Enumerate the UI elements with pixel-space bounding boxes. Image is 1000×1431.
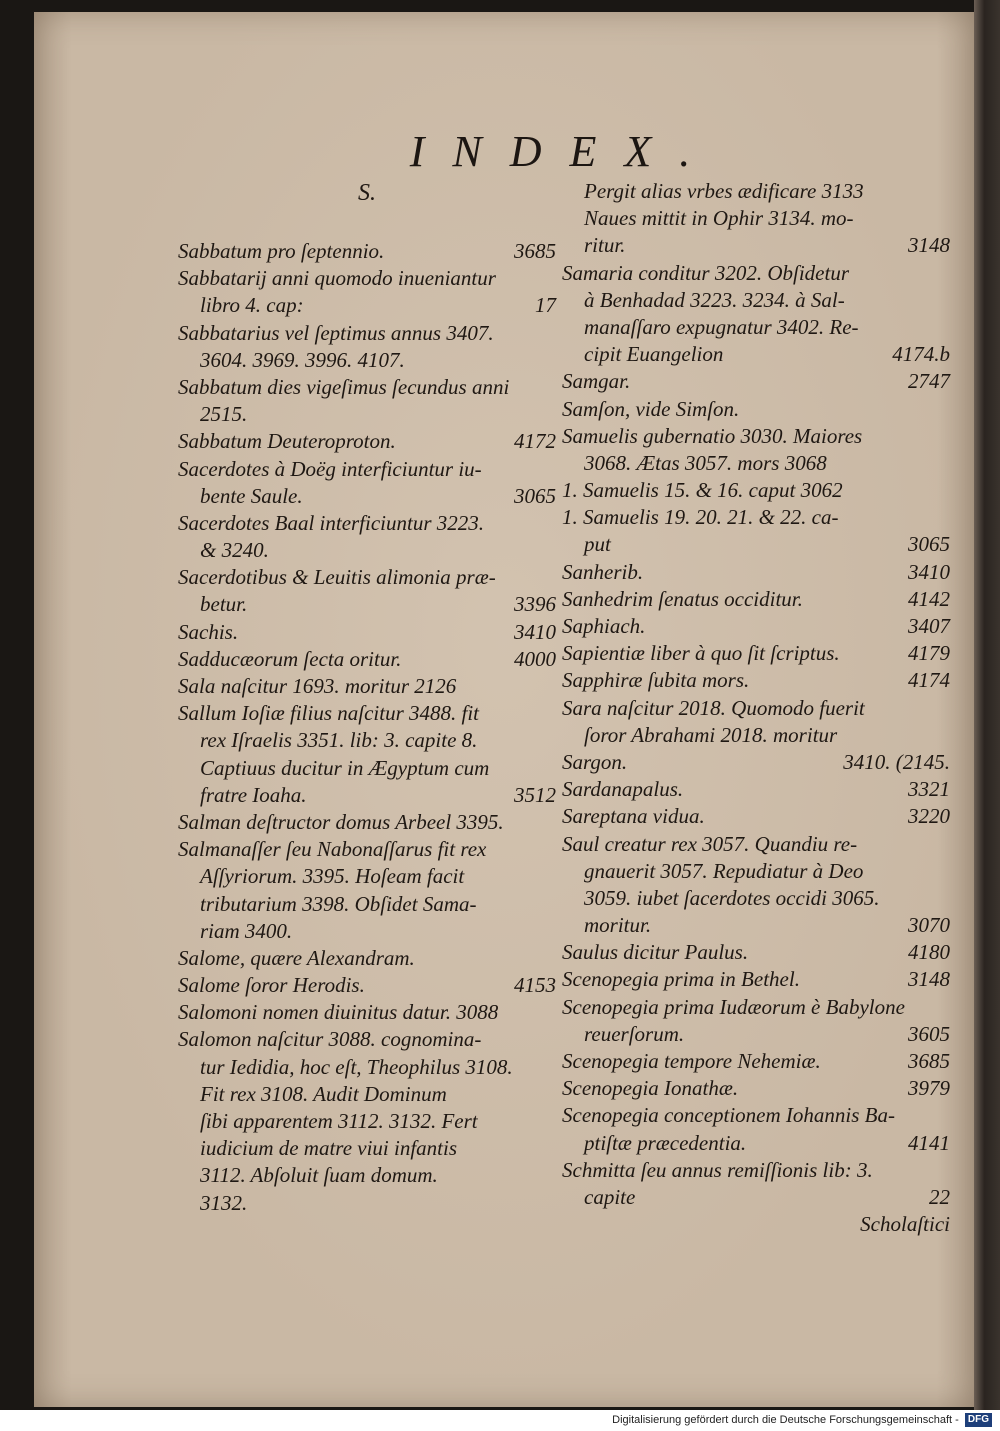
index-entry-line — [562, 504, 950, 531]
entry-text: Scenopegia conceptionem Iohannis Ba- — [562, 1103, 895, 1128]
entry-page-number: 3148 — [908, 233, 950, 258]
index-entry-line — [562, 912, 950, 939]
entry-text: à Benhadad 3223. 3234. à Sal- — [584, 287, 845, 312]
index-entry-line — [178, 238, 556, 265]
index-entry-line — [562, 1048, 950, 1075]
index-entry-line — [178, 292, 556, 319]
entry-text: S. — [358, 180, 376, 206]
entry-page-number: 3512 — [514, 782, 556, 807]
index-entry-line — [178, 619, 556, 646]
index-entry-line — [562, 1075, 950, 1102]
entry-page-number: 17 — [535, 293, 556, 318]
entry-text: Schmitta ſeu annus remiſſionis lib: 3. — [562, 1157, 873, 1182]
entry-text: moritur. — [584, 913, 652, 938]
entry-page-number: 4000 — [514, 646, 556, 671]
entry-page-number: 3070 — [908, 913, 950, 938]
index-entry-line — [562, 1130, 950, 1157]
entry-text: 1. Samuelis 15. & 16. caput 3062 — [562, 478, 843, 503]
index-entry-line — [562, 1021, 950, 1048]
entry-text: 3059. iubet ſacerdotes occidi 3065. — [584, 885, 880, 910]
entry-text: Sabbatarij anni quomodo inueniantur — [178, 266, 496, 291]
index-entry-line — [562, 640, 950, 667]
index-entry-line — [562, 260, 950, 287]
entry-text: put — [584, 532, 611, 557]
index-entry-line — [178, 782, 556, 809]
entry-text: Salman deſtructor domus Arbeel 3395. — [178, 809, 504, 834]
index-entry-line — [562, 178, 950, 205]
entry-page-number: 3605 — [908, 1021, 950, 1046]
index-entry-line — [562, 287, 950, 314]
entry-text: Salomon naſcitur 3088. cognomina- — [178, 1027, 482, 1052]
entry-page-number: 3396 — [514, 592, 556, 617]
book-edge — [974, 0, 1000, 1410]
entry-text: 3132. — [200, 1190, 248, 1215]
index-column-right — [562, 178, 950, 1238]
entry-text: Sallum Ioſiæ filius naſcitur 3488. fit — [178, 701, 480, 726]
entry-text: Sala naſcitur 1693. moritur 2126 — [178, 674, 457, 698]
index-entry-line — [178, 972, 556, 999]
entry-text: Scenopegia prima Iudæorum è Babylone — [562, 994, 905, 1019]
index-entry-line — [178, 836, 556, 863]
index-entry-line — [562, 749, 950, 776]
entry-text: Fit rex 3108. Audit Dominum — [200, 1081, 447, 1106]
entry-text: Sabbatarius vel ſeptimus annus 3407. — [178, 320, 494, 345]
entry-text: & 3240. — [200, 538, 269, 563]
entry-text: Sacerdotibus & Leuitis alimonia præ- — [178, 565, 496, 590]
entry-page-number: 4142 — [908, 586, 950, 611]
entry-text: Salome, quære Alexandram. — [178, 945, 415, 970]
entry-page-number: 4179 — [908, 641, 950, 666]
entry-text: 3112. Abſoluit ſuam domum. — [200, 1163, 438, 1188]
entry-page-number: 3979 — [908, 1076, 950, 1101]
index-entry-line — [178, 591, 556, 618]
index-entry-line — [178, 755, 556, 782]
index-entry-line — [562, 368, 950, 395]
entry-text: rex Iſraelis 3351. lib: 3. capite 8. — [200, 728, 478, 753]
entry-text: Saul creatur rex 3057. Quandiu re- — [562, 831, 858, 856]
entry-text: gnauerit 3057. Repudiatur à Deo — [584, 858, 864, 883]
entry-text: ſibi apparentem 3112. 3132. Fert — [200, 1109, 478, 1133]
entry-page-number: 3410 — [908, 559, 950, 584]
index-entry-line — [562, 1102, 950, 1129]
index-entry-line — [562, 776, 950, 803]
entry-page-number: 4180 — [908, 940, 950, 965]
book-page — [34, 12, 974, 1407]
entry-text: bente Saule. — [200, 483, 303, 508]
entry-text: Salomoni nomen diuinitus datur. 3088 — [178, 1000, 499, 1025]
entry-text: Sachis. — [178, 619, 239, 644]
entry-text: capite — [584, 1184, 636, 1209]
entry-text: Samgar. — [562, 369, 631, 394]
entry-page-number: 4153 — [514, 973, 556, 998]
index-entry-line — [562, 1157, 950, 1184]
entry-text: betur. — [200, 592, 248, 617]
index-entry-line — [562, 1184, 950, 1211]
index-entry-line — [562, 613, 950, 640]
index-entry-line — [178, 999, 556, 1026]
index-entry-line — [178, 265, 556, 292]
index-entry-line — [178, 945, 556, 972]
entry-text: Pergit alias vrbes ædificare 3133 — [584, 179, 864, 203]
index-entry-line — [178, 1054, 556, 1081]
index-entry-line — [562, 695, 950, 722]
entry-text: Naues mittit in Ophir 3134. mo- — [584, 206, 854, 231]
entry-text: 3604. 3969. 3996. 4107. — [200, 347, 405, 372]
index-entry-line — [562, 831, 950, 858]
entry-text: riam 3400. — [200, 918, 293, 943]
entry-text: ſoror Abrahami 2018. moritur — [584, 722, 838, 747]
index-entry-line — [178, 456, 556, 483]
index-entry-line — [562, 559, 950, 586]
entry-page-number: 4174 — [908, 668, 950, 693]
index-entry-line — [562, 994, 950, 1021]
index-entry-line — [178, 510, 556, 537]
entry-text: Sapphiræ ſubita mors. — [562, 668, 750, 693]
entry-page-number: 3220 — [908, 804, 950, 829]
index-entry-line — [178, 564, 556, 591]
entry-text: ptiſtæ præcedentia. — [584, 1130, 747, 1155]
index-entry-line — [178, 178, 556, 238]
entry-text: fratre Ioaha. — [200, 782, 307, 807]
entry-text: Sabbatum pro ſeptennio. — [178, 239, 385, 263]
index-entry-line — [178, 727, 556, 754]
index-column-left — [178, 178, 556, 1217]
entry-text: Sara naſcitur 2018. Quomodo fuerit — [562, 695, 865, 720]
entry-text: ritur. — [584, 233, 626, 258]
index-entry-line — [562, 885, 950, 912]
entry-text: manaſſaro expugnatur 3402. Re- — [584, 314, 859, 339]
entry-text: iudicium de matre viui infantis — [200, 1136, 458, 1161]
entry-text: 3068. Ætas 3057. mors 3068 — [584, 450, 827, 475]
entry-text: Salome ſoror Herodis. — [178, 973, 365, 998]
index-entry-line — [178, 918, 556, 945]
index-entry-line — [562, 1211, 950, 1238]
entry-text: Scenopegia prima in Bethel. — [562, 967, 800, 992]
index-entry-line — [178, 537, 556, 564]
entry-text: Sanherib. — [562, 559, 644, 584]
entry-text: Scenopegia Ionathæ. — [562, 1076, 739, 1101]
entry-text: Samſon, vide Simſon. — [562, 396, 740, 421]
index-entry-line — [178, 1135, 556, 1162]
index-entry-line — [178, 700, 556, 727]
index-entry-line — [178, 483, 556, 510]
index-entry-line — [178, 673, 556, 700]
index-entry-line — [562, 939, 950, 966]
entry-text: 2515. — [200, 402, 248, 427]
entry-text: cipit Euangelion — [584, 342, 724, 367]
entry-text: Sardanapalus. — [562, 777, 684, 802]
entry-text: Salmanaſſer ſeu Nabonaſſarus fit rex — [178, 837, 487, 862]
entry-text: Aſſyriorum. 3395. Hoſeam facit — [200, 864, 465, 889]
entry-text: Scholaſtici — [860, 1212, 950, 1237]
index-entry-line — [178, 809, 556, 836]
entry-text: tur Iedidia, hoc eſt, Theophilus 3108. — [200, 1054, 513, 1079]
footer-credit: Digitalisierung gefördert durch die Deutsche Forschungsgemeinschaft - — [612, 1414, 959, 1426]
index-entry-line — [562, 477, 950, 504]
entry-text: 1. Samuelis 19. 20. 21. & 22. ca- — [562, 505, 839, 530]
entry-page-number: 3065 — [908, 532, 950, 557]
entry-page-number: 4174.b — [892, 342, 950, 367]
entry-text: Saulus dicitur Paulus. — [562, 940, 749, 965]
index-entry-line — [562, 341, 950, 368]
entry-text: Sacerdotes à Doëg interficiuntur iu- — [178, 456, 482, 481]
index-entry-line — [562, 858, 950, 885]
entry-text: Scenopegia tempore Nehemiæ. — [562, 1049, 821, 1073]
entry-page-number: 22 — [929, 1184, 950, 1209]
entry-text: Sapientiæ liber à quo ſit ſcriptus. — [562, 641, 840, 666]
dfg-logo: DFG — [965, 1413, 992, 1427]
entry-text: Samaria conditur 3202. Obſidetur — [562, 260, 849, 285]
entry-text: Sanhedrim ſenatus occiditur. — [562, 586, 803, 611]
entry-page-number: 3685 — [908, 1049, 950, 1073]
entry-page-number: 3321 — [908, 777, 950, 802]
entry-text: libro 4. cap: — [200, 293, 304, 318]
index-entry-line — [562, 667, 950, 694]
index-entry-line — [178, 347, 556, 374]
entry-text: Saphiach. — [562, 614, 646, 638]
index-entry-line — [178, 1162, 556, 1189]
index-entry-line — [178, 428, 556, 455]
index-entry-line — [178, 374, 556, 401]
entry-page-number: 4141 — [908, 1130, 950, 1155]
footer-bar — [0, 1410, 1000, 1431]
index-entry-line — [562, 396, 950, 423]
index-entry-line — [562, 423, 950, 450]
entry-text: Sargon. — [562, 749, 628, 774]
index-entry-line — [178, 646, 556, 673]
entry-text: Captiuus ducitur in Ægyptum cum — [200, 755, 490, 780]
entry-page-number: 2747 — [908, 369, 950, 394]
index-entry-line — [562, 205, 950, 232]
entry-text: Sadducæorum ſecta oritur. — [178, 646, 402, 671]
entry-text: tributarium 3398. Obſidet Sama- — [200, 891, 477, 916]
entry-page-number: 3410. (2145. — [843, 749, 950, 774]
entry-text: Sabbatum Deuteroproton. — [178, 429, 396, 454]
page-title: INDEX. — [409, 127, 719, 176]
index-entry-line — [178, 401, 556, 428]
index-entry-line — [562, 966, 950, 993]
entry-page-number: 4172 — [514, 429, 556, 454]
entry-text: Sabbatum dies vigeſimus ſecundus anni — [178, 374, 510, 399]
entry-page-number: 3148 — [908, 967, 950, 992]
index-entry-line — [562, 232, 950, 259]
index-entry-line — [178, 1081, 556, 1108]
index-entry-line — [562, 722, 950, 749]
entry-text: Samuelis gubernatio 3030. Maiores — [562, 423, 863, 448]
index-entry-line — [562, 314, 950, 341]
index-entry-line — [562, 803, 950, 830]
index-entry-line — [562, 586, 950, 613]
index-entry-line — [178, 891, 556, 918]
entry-page-number: 3065 — [514, 483, 556, 508]
entry-text: Sacerdotes Baal interficiuntur 3223. — [178, 510, 485, 535]
entry-page-number: 3685 — [514, 239, 556, 263]
index-entry-line — [562, 450, 950, 477]
entry-text: reuerſorum. — [584, 1021, 685, 1046]
index-entry-line — [178, 1190, 556, 1217]
index-entry-line — [178, 320, 556, 347]
entry-page-number: 3410 — [514, 619, 556, 644]
index-entry-line — [178, 863, 556, 890]
entry-text: Sareptana vidua. — [562, 804, 705, 829]
index-entry-line — [562, 531, 950, 558]
index-entry-line — [178, 1108, 556, 1135]
index-entry-line — [178, 1026, 556, 1053]
entry-page-number: 3407 — [908, 614, 950, 638]
